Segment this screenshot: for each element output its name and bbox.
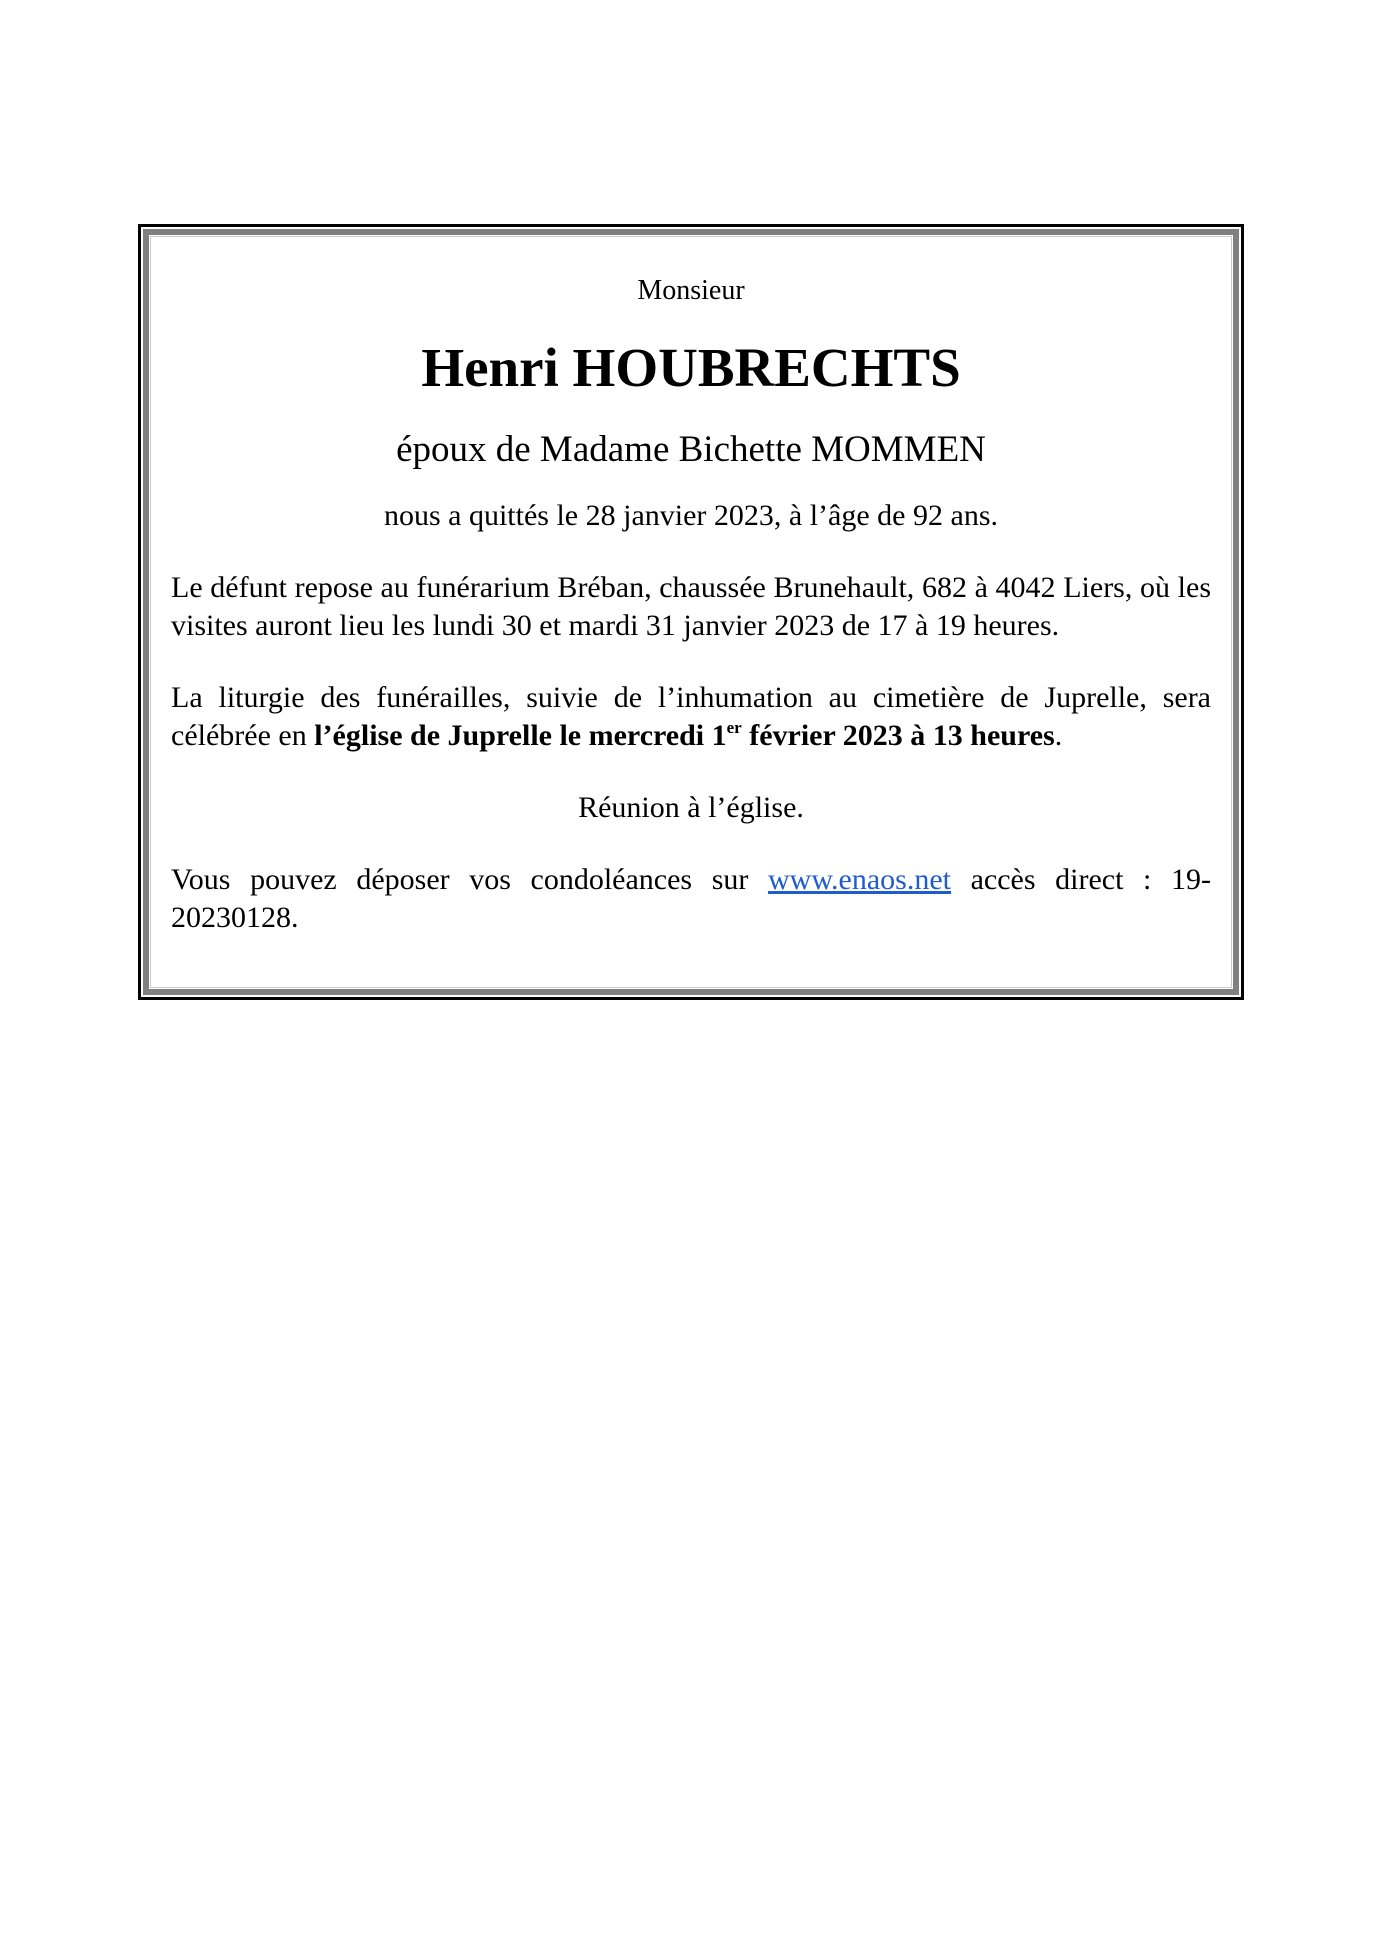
- reunion-line: Réunion à l’église.: [578, 791, 804, 824]
- deceased-name: Henri HOUBRECHTS: [421, 337, 961, 398]
- honorific: Monsieur: [637, 275, 745, 306]
- notice-content: [171, 275, 1211, 937]
- spouse-line: époux de Madame Bichette MOMMEN: [396, 429, 986, 470]
- liturgy-lead: La liturgie des funérailles, suivie de l’inhumation au cimetière de Juprelle, sera célébrée en: [171, 681, 1211, 752]
- liturgy-bold-part2: février 2023 à 13 heures: [741, 719, 1055, 752]
- death-line: nous a quittés le 28 janvier 2023, à l’âge de 92 ans.: [383, 499, 998, 532]
- liturgy-end: .: [1054, 719, 1063, 752]
- condolences-tail: accès direct : 19-20230128.: [171, 863, 1211, 934]
- condolences-link[interactable]: www.enaos.net: [767, 863, 951, 896]
- notice-inner-border: [143, 229, 1239, 995]
- condolences-paragraph: [171, 861, 1211, 937]
- notice-frame: [138, 224, 1244, 1000]
- condolences-lead: Vous pouvez déposer vos condoléances sur: [171, 863, 768, 896]
- ordinal-superscript: er: [726, 718, 742, 737]
- repose-paragraph: Le défunt repose au funérarium Bréban, chaussée Brunehault, 682 à 4042 Liers, où les visites auront lieu les lundi 30 et mardi 31 janvier 2023 de 17 à 19 heures.: [171, 571, 1211, 642]
- liturgy-paragraph: [171, 679, 1211, 755]
- liturgy-bold-part1: l’église de Juprelle le mercredi 1: [314, 719, 727, 752]
